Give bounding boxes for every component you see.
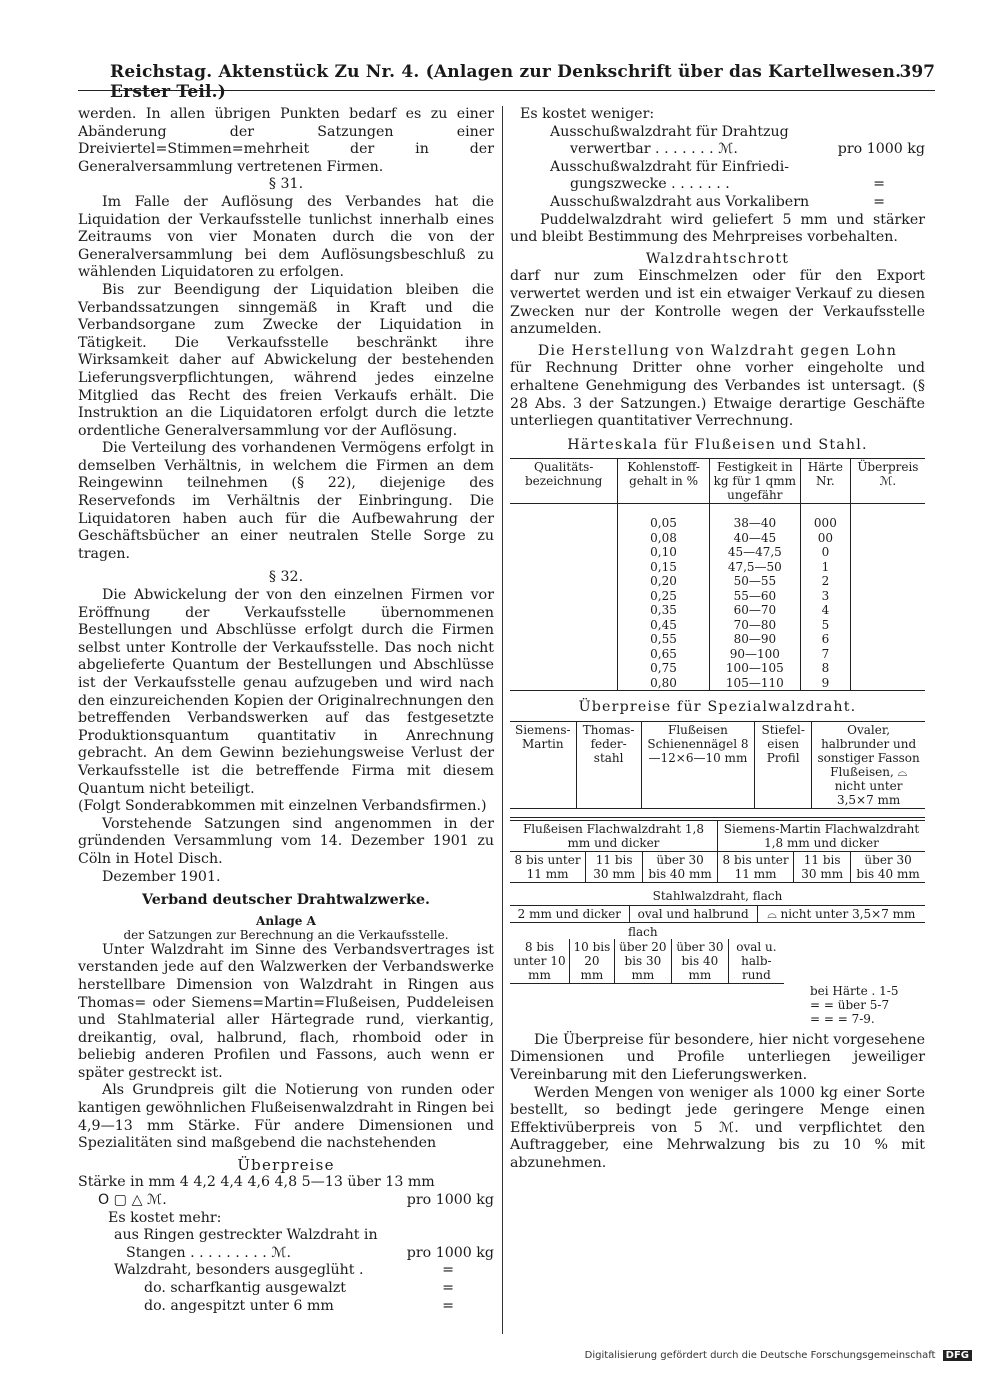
paragraph: Die Überpreise für besondere, hier nicht vorgesehene Dimensionen und Profile unterliegen jeweiliger Vereinbarung mit den Lieferungswerken. [510, 1031, 925, 1084]
mehr-item-row [78, 1298, 494, 1316]
paragraph: Werden Mengen von weniger als 1000 kg einer Sorte bestellt, so bedingt jede geringere Menge einen Effektivüberpreis von 5 ℳ. und verpflichtet den Auftraggeber, eine Mehrwalzung bis zu 10 % mit abzunehmen. [510, 1084, 925, 1172]
stahl-table [510, 905, 925, 923]
table-header-row [510, 905, 925, 922]
table-cell: 70—80 [709, 618, 800, 633]
mehr-item-row [78, 1245, 494, 1263]
footer-credit [585, 1350, 972, 1361]
table-cell: 4 [800, 603, 850, 618]
table-cell [510, 589, 618, 604]
table-cell: 1 [800, 560, 850, 575]
table-cell: 60—70 [709, 603, 800, 618]
table-header: Stiefel-eisen Profil [755, 721, 812, 808]
paragraph: Puddelwalzdraht wird geliefert 5 mm und stärker und bleibt Bestimmung des Mehrpreises vorbehalten. [510, 211, 925, 246]
table-cell: 000 [800, 516, 850, 531]
left-column [78, 106, 494, 1315]
spez-table [510, 721, 925, 818]
mark-symbol: ℳ. [271, 1244, 292, 1261]
table-cell: 38—40 [709, 516, 800, 531]
weniger-item-row [510, 141, 925, 159]
table-row [510, 851, 925, 882]
anlage-subtitle: der Satzungen zur Berechnung an die Verkaufsstelle. [123, 927, 449, 942]
table-cell: 50—55 [709, 574, 800, 589]
table-cell [850, 531, 925, 546]
table-cell: 3 [800, 589, 850, 604]
table-cell: 8 bis unter 11 mm [717, 851, 793, 882]
weniger-item: Ausschußwalzdraht aus Vorkalibern [550, 193, 810, 210]
right-column [510, 106, 925, 1173]
table-cell: 0,80 [618, 676, 709, 691]
flach-table [510, 820, 925, 883]
column-divider [502, 106, 503, 1334]
table-cell [850, 545, 925, 560]
stahl2-table [510, 939, 784, 984]
table-header: Kohlenstoff-gehalt in % [618, 459, 709, 504]
table-cell: 0,05 [618, 516, 709, 531]
verband-heading: Verband deutscher Drahtwalzwerke. [142, 892, 430, 909]
footer-text: Digitalisierung gefördert durch die Deutsche Forschungsgemeinschaft [584, 1350, 936, 1361]
table-cell: oval u. halb-rund [728, 939, 783, 984]
weniger-item-row [510, 194, 925, 212]
paragraph: (Folgt Sonderabkommen mit einzelnen Verbandsfirmen.) [78, 798, 487, 815]
table-cell: 6 [800, 632, 850, 647]
table-row [510, 939, 784, 984]
table-header: 2 mm und dicker [510, 905, 629, 922]
paragraph: Vorstehende Satzungen sind angenommen in der gründenden Versammlung vom 14. Dezember 1901 zu Cöln in Hotel Disch. [78, 815, 494, 867]
table-cell [850, 589, 925, 604]
table-cell [510, 647, 618, 662]
uberpreise-heading: Überpreise [237, 1155, 335, 1174]
table-cell [510, 574, 618, 589]
ditto-mark: = [873, 176, 885, 193]
table-cell [510, 516, 618, 531]
table-cell: 11 bis 30 mm [586, 851, 643, 882]
stahl-flach-label: Stahlwalzdraht, flach [652, 888, 783, 903]
ditto-mark: = [873, 193, 885, 210]
staerke-line [78, 1174, 494, 1192]
table-cell: 8 bis unter 11 mm [510, 851, 586, 882]
header-title: Reichstag. Aktenstück Zu Nr. 4. (Anlagen zur Denkschrift über das Kartellwesen. Erster Teil.) [110, 62, 902, 102]
table-header: Ovaler, halbrunder und sonstiger Fasson Flußeisen, ⌓ nicht unter 3,5×7 mm [812, 721, 925, 808]
table-row [510, 589, 925, 604]
weniger-item: Ausschußwalzdraht für Drahtzug [550, 123, 789, 140]
table-header: Härte Nr. [800, 459, 850, 504]
table-row [510, 574, 925, 589]
table-cell: 0,55 [618, 632, 709, 647]
weniger-item: verwertbar . . . . . . . [570, 141, 714, 158]
table-row [510, 618, 925, 633]
table-cell: 90—100 [709, 647, 800, 662]
unit-label: pro 1000 kg [406, 1244, 494, 1261]
table-cell: über 30 bis 40 mm [671, 939, 728, 984]
table-cell: 0,75 [618, 661, 709, 676]
mehr-item: do. angespitzt unter 6 mm [144, 1297, 334, 1314]
haerte-note: = = = 7-9. [810, 1011, 875, 1026]
table-cell [850, 632, 925, 647]
table-cell: 5 [800, 618, 850, 633]
table-cell: 55—60 [709, 589, 800, 604]
table-header: Siemens-Martin Flachwalzdraht 1,8 mm und dicker [717, 820, 925, 851]
mehr-item: aus Ringen gestreckter Walzdraht in [114, 1227, 378, 1244]
table-header: Flußeisen Schienennägel 8—12×6—10 mm [641, 721, 755, 808]
schrott-heading: Walzdrahtschrott [645, 250, 790, 267]
header-rule [78, 90, 935, 91]
paragraph: darf nur zum Einschmelzen oder für den Export verwertet werden und ist ein etwaiger Verkauf zu diesen Zwecken nur der Kontrolle wegen der Verkaufsstelle anzumelden. [510, 268, 925, 338]
page-number: 397 [899, 62, 935, 82]
section-heading: § 32. [268, 569, 304, 586]
mehr-item: Stangen . . . . . . . . . [126, 1244, 267, 1261]
kostet-mehr-label: Es kostet mehr: [108, 1209, 222, 1226]
table-cell: 0,65 [618, 647, 709, 662]
table-row [510, 560, 925, 575]
lohn-heading: Die Herstellung von Walzdraht gegen Lohn [537, 342, 898, 359]
weniger-item: Ausschußwalzdraht für Einfriedi- [550, 158, 790, 175]
date-line: Dezember 1901. [102, 868, 221, 885]
table-cell: 2 [800, 574, 850, 589]
unit-label: pro 1000 kg [837, 141, 925, 158]
table-row [510, 661, 925, 676]
table-cell [850, 647, 925, 662]
table-row [510, 531, 925, 546]
table-header-row [510, 459, 925, 504]
table-cell [510, 545, 618, 560]
table-cell: 0,35 [618, 603, 709, 618]
table-header: Überpreis ℳ. [850, 459, 925, 504]
table-cell: 00 [800, 531, 850, 546]
table-cell: 40—45 [709, 531, 800, 546]
flach-label: flach [628, 924, 658, 939]
table-cell [850, 603, 925, 618]
shape-line [78, 1192, 494, 1210]
table-header: ⌓ nicht unter 3,5×7 mm [757, 905, 925, 922]
table-row [510, 545, 925, 560]
table-cell [850, 574, 925, 589]
table-row [510, 676, 925, 691]
table-row [510, 516, 925, 531]
table-cell: 105—110 [709, 676, 800, 691]
table-header: oval und halbrund [629, 905, 757, 922]
table-header: Thomas-feder-stahl [576, 721, 641, 808]
table-cell [510, 603, 618, 618]
mehr-item-row [78, 1280, 494, 1298]
haerte-note: = = über 5-7 [810, 997, 890, 1012]
table-cell: 100—105 [709, 661, 800, 676]
mark-symbol: ℳ. [147, 1192, 167, 1209]
table-row [510, 647, 925, 662]
paragraph: werden. In allen übrigen Punkten bedarf es zu einer Abänderung der Satzungen einer Dreiviertel=Stimmen=mehrheit der in der Generalversammlung vertretenen Firmen. [78, 106, 494, 175]
mehr-item: do. scharfkantig ausgewalzt [144, 1280, 346, 1296]
paragraph: Als Grundpreis gilt die Notierung von runden oder kantigen gewöhnlichen Flußeisenwalzdraht in Ringen bei 4,9—13 mm Stärke. Für andere Dimensionen und Spezialitäten sind maßgebend die nachstehenden [78, 1082, 494, 1152]
table-cell [510, 632, 618, 647]
table-cell [850, 516, 925, 531]
kostet-weniger-label: Es kostet weniger: [520, 106, 655, 122]
section-heading: § 31. [268, 176, 304, 193]
table-cell: 8 [800, 661, 850, 676]
table-cell: 0 [800, 545, 850, 560]
paragraph: Unter Walzdraht im Sinne des Verbandsvertrages ist verstanden jede auf den Walzwerken der Verbandswerke herstellbare Dimension von Walzdraht in Ringen aus Thomas= oder Siemens=Martin=Flußeisen, Puddeleisen und Stahlmaterial aller Härtegrade rund, vierkantig, dreikantig, oval, halbrund, flach, rhomboid oder in beliebig anderen Profilen und Fassons, auch wenn er später gestreckt ist. [78, 941, 494, 1081]
paragraph: Im Falle der Auflösung des Verbandes hat die Liquidation der Verkaufsstelle tunlichst innerhalb eines Zeitraums von vier Monaten durch die von der Generalversammlung bei dem Auflösungsbeschluß zu wählenden Liquidatoren zu erfolgen. [78, 193, 494, 281]
ditto-mark: = [442, 1262, 454, 1279]
haerte-notes [510, 984, 925, 1026]
weniger-item: gungszwecke . . . . . . . [570, 176, 730, 193]
table-cell [850, 560, 925, 575]
table-cell: 9 [800, 676, 850, 691]
table-cell [510, 531, 618, 546]
table-row [510, 603, 925, 618]
weniger-item-row [510, 176, 925, 194]
staerke-values: 4 4,2 4,4 4,6 4,8 5—13 über 13 mm [179, 1174, 435, 1191]
ditto-mark: = [442, 1280, 454, 1296]
shape-icons: O ▢ △ [98, 1192, 143, 1209]
table-cell: 7 [800, 647, 850, 662]
paragraph: für Rechnung Dritter ohne vorher eingeholte und erhaltene Genehmigung des Verbandes ist untersagt. (§ 28 Abs. 3 der Satzungen.) Etwaige derartige Geschäfte unterliegen quantitativer Verrechnung. [510, 360, 925, 430]
table-cell: 47,5—50 [709, 560, 800, 575]
table-cell: über 30 bis 40 mm [851, 851, 925, 882]
table-header: Flußeisen Flachwalzdraht 1,8 mm und dicker [510, 820, 717, 851]
staerke-label: Stärke in mm [78, 1174, 176, 1191]
table-cell [510, 618, 618, 633]
table-cell: 11 bis 30 mm [794, 851, 851, 882]
unit-label: pro 1000 kg [406, 1192, 494, 1209]
table-cell [510, 560, 618, 575]
table-header: Festigkeit in kg für 1 qmm ungefähr [709, 459, 800, 504]
paragraph: Die Abwickelung der von den einzelnen Firmen vor Eröffnung der Verkaufsstelle übernommenen Bestellungen und Abschlüsse erfolgt durch die Firmen selbst unter Kontrolle der Verkaufsstelle. Das noch nicht abgelieferte Quantum der Bestellungen und Abschlüsse ist der Verkaufsstelle genau aufzugeben und wird nach den einzureichenden Kopien der Originalrechnungen den betreffenden Verbandswerken auf das festgesetzte Produktionsquantum quantitativ in Anrechnung gebracht. An dem Gewinn beziehungsweise Verlust der Verkaufsstelle ist die betreffende Firma mit diesem Quantum nicht beteiligt. [78, 587, 494, 797]
table-cell: 0,45 [618, 618, 709, 633]
haerte-heading: Härteskala für Flußeisen und Stahl. [567, 436, 868, 453]
haerte-note: bei Härte . 1-5 [810, 983, 899, 998]
table-header-row [510, 820, 925, 851]
page-header [110, 62, 935, 102]
table-cell: 80—90 [709, 632, 800, 647]
ditto-mark: = [442, 1297, 454, 1314]
anlage-heading: Anlage A [256, 913, 316, 928]
table-cell [850, 676, 925, 691]
table-cell: 10 bis 20 mm [569, 939, 614, 984]
table-cell: 0,20 [618, 574, 709, 589]
table-row [510, 632, 925, 647]
table-header: Qualitäts-bezeichnung [510, 459, 618, 504]
table-cell: 0,10 [618, 545, 709, 560]
dfg-logo: DFG [943, 1350, 972, 1361]
table-header-row [510, 721, 925, 808]
table-cell: 0,08 [618, 531, 709, 546]
table-cell: 45—47,5 [709, 545, 800, 560]
table-cell: über 20 bis 30 mm [614, 939, 671, 984]
table-cell: über 30 bis 40 mm [643, 851, 718, 882]
mark-symbol: ℳ. [718, 141, 738, 158]
table-cell [850, 618, 925, 633]
paragraph: Die Verteilung des vorhandenen Vermögens erfolgt in demselben Verhältnis, in welchem die Firmen an dem Reingewinn teilnehmen (§ 22), diejenige des Reservefonds im Verhältnis der Einbringung. Die Liquidatoren haben auch für die Aufbewahrung der Geschäftsbücher an einer neutralen Stelle Sorge zu tragen. [78, 440, 494, 562]
paragraph: Bis zur Beendigung der Liquidation bleiben die Verbandssatzungen sinngemäß in Kraft und die Verbandsorgane zum Zwecke der Liquidation in Tätigkeit. Die Verkaufsstelle beschränkt ihre Wirksamkeit daher auf Abwickelung der bestehenden Lieferungsverpflichtungen, während jedes einzelne Mitglied das Recht des freien Verkaufs erhält. Die Instruktion an die Liquidatoren erfolgt durch die letzte ordentliche Generalversammlung vor der Auflösung. [78, 281, 494, 439]
mehr-item: Walzdraht, besonders ausgeglüht . [114, 1262, 364, 1279]
table-cell: 0,25 [618, 589, 709, 604]
table-cell: 0,15 [618, 560, 709, 575]
table-cell [850, 661, 925, 676]
table-cell [510, 661, 618, 676]
mehr-item-row [78, 1262, 494, 1280]
haerte-table [510, 458, 925, 691]
table-cell [510, 676, 618, 691]
table-header: Siemens-Martin [510, 721, 576, 808]
table-cell: 8 bis unter 10 mm [510, 939, 569, 984]
spez-heading: Überpreise für Spezialwalzdraht. [578, 699, 857, 716]
